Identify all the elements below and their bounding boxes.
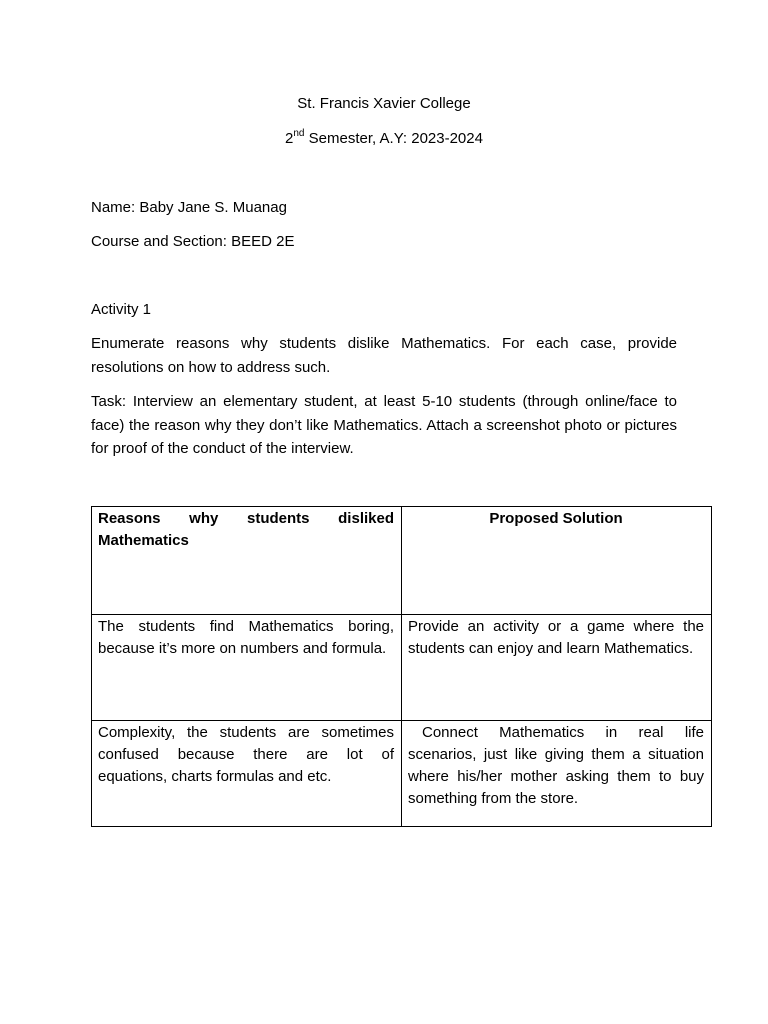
header-reasons: Reasons why students disliked Mathematics — [92, 507, 402, 615]
activity-task: Task: Interview an elementary student, at least 5-10 students (through online/face to face) the reason why they don’t like Mathematics. Attach a screenshot photo or pictures for proof of the conduct of the interview. — [91, 393, 677, 457]
table-row — [92, 721, 712, 827]
student-name: Name: Baby Jane S. Muanag — [91, 199, 287, 216]
institution-name: St. Francis Xavier College — [297, 95, 471, 112]
solution-cell: Provide an activity or a game where the students can enjoy and learn Mathematics. — [402, 615, 712, 721]
semester-suffix: nd — [293, 128, 305, 139]
semester-line — [0, 129, 768, 149]
table-header-row — [92, 507, 712, 615]
course-section: Course and Section: BEED 2E — [91, 233, 295, 250]
reason-cell: Complexity, the students are sometimes confused because there are lot of equations, charts formulas and etc. — [92, 721, 402, 827]
table-row — [92, 615, 712, 721]
header-solution: Proposed Solution — [402, 507, 712, 615]
activity-title: Activity 1 — [91, 301, 152, 318]
semester-number: 2 — [285, 130, 294, 147]
semester-rest: Semester, A.Y: 2023-2024 — [304, 130, 483, 147]
solution-cell: Connect Mathematics in real life scenarios, just like giving them a situation where his/her mother asking them to buy something from the store. — [402, 721, 712, 827]
reason-cell: The students find Mathematics boring, because it’s more on numbers and formula. — [92, 615, 402, 721]
reasons-solutions-table — [91, 506, 712, 827]
activity-instruction: Enumerate reasons why students dislike Mathematics. For each case, provide resolutions on how to address such. — [91, 335, 677, 376]
